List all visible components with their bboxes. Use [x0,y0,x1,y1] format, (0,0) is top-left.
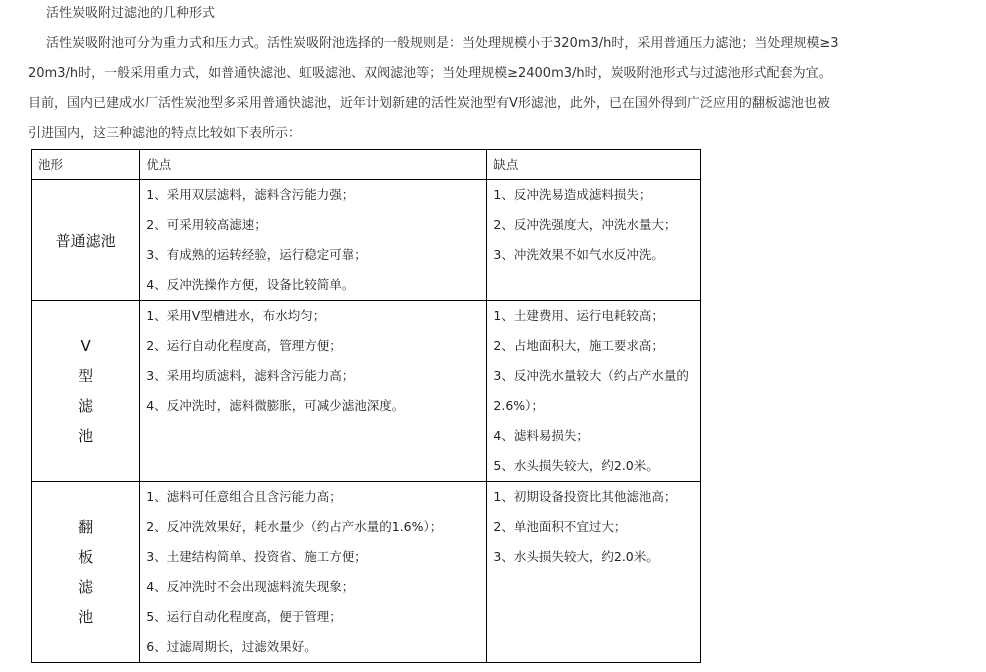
article-heading: 活性炭吸附过滤池的几种形式 [46,6,216,21]
filter-type-name [32,301,140,482]
pro-item: 4、反冲洗时不会出现滤料流失现象； [146,579,355,594]
con-item: 1、初期设备投资比其他滤池高； [493,489,677,504]
name-char: 翻 [78,518,94,536]
con-item: 3、水头损失较大，约2.0米。 [493,549,659,564]
table-row [32,301,701,482]
con-item: 1、土建费用、运行电耗较高； [493,308,664,323]
con-item: 4、滤料易损失； [493,428,589,443]
pro-item: 3、采用均质滤料，滤料含污能力高； [146,368,355,383]
pro-item: 1、滤料可任意组合且含污能力高； [146,489,342,504]
table-row [32,180,701,301]
con-item: 2、反冲洗强度大，冲洗水量大； [493,217,677,232]
pro-item: 3、有成熟的运转经验，运行稳定可靠； [146,247,367,262]
pro-item: 1、采用双层滤料，滤料含污能力强； [146,187,355,202]
pro-item: 6、过滤周期长，过滤效果好。 [146,639,317,654]
pro-item: 4、反冲洗时，滤料微膨胀，可减少滤池深度。 [146,398,405,413]
filter-type-name [32,482,140,663]
table-row [32,482,701,663]
pro-item: 5、运行自动化程度高，便于管理； [146,609,342,624]
pro-item: 2、反冲洗效果好，耗水量少（约占产水量的1.6%）； [146,519,443,534]
con-item: 2、占地面积大，施工要求高； [493,338,664,353]
paragraph-line: 20m3/h时，一般采用重力式，如普通快滤池、虹吸滤池、双阀滤池等；当处理规模≥2400m3/h时，炭吸附池形式与过滤池形式配套为宜。 [28,66,832,81]
filter-type-name: 普通滤池 [32,180,140,301]
paragraph-line: 目前，国内已建成水厂活性炭池型多采用普通快滤池，近年计划新建的活性炭池型有V形滤池，此外，已在国外得到广泛应用的翻板滤池也被 [28,96,830,111]
pro-item: 3、土建结构简单、投资省、施工方便； [146,549,367,564]
header-type: 池形 [32,150,140,180]
name-char: 滤 [78,578,94,596]
con-item: 5、水头损失较大，约2.0米。 [493,458,659,473]
pro-item: 4、反冲洗操作方便，设备比较简单。 [146,277,355,292]
paragraph-line: 引进国内，这三种滤池的特点比较如下表所示： [28,126,302,141]
pros-cell [140,180,487,301]
pros-cell [140,482,487,663]
name-char: 池 [78,608,94,626]
con-item: 1、反冲洗易造成滤料损失； [493,187,652,202]
comparison-intro-paragraph [28,89,968,149]
name-char: 滤 [78,397,94,415]
con-item: 2、单池面积不宜过大； [493,519,627,534]
cons-cell [487,301,701,482]
con-item: 3、冲洗效果不如气水反冲洗。 [493,247,664,262]
name-char: 池 [78,427,94,445]
intro-paragraph [28,29,968,89]
cons-cell [487,180,701,301]
name-char: 型 [78,367,94,385]
name-char: V [80,337,91,355]
pros-cell [140,301,487,482]
pro-item: 1、采用V型槽进水，布水均匀； [146,308,326,323]
cons-cell [487,482,701,663]
pro-item: 2、运行自动化程度高，管理方便； [146,338,342,353]
header-cons: 缺点 [487,150,701,180]
header-pros: 优点 [140,150,487,180]
table-header-row [32,150,701,180]
paragraph-line: 活性炭吸附池可分为重力式和压力式。活性炭吸附池选择的一般规则是：当处理规模小于320m3/h时，采用普通压力滤池；当处理规模≥3 [46,36,839,51]
name-char: 板 [78,548,94,566]
con-item: 3、反冲洗水量较大（约占产水量的2.6%）； [493,368,689,413]
pro-item: 2、可采用较高滤速； [146,217,267,232]
filter-comparison-table [31,149,701,663]
